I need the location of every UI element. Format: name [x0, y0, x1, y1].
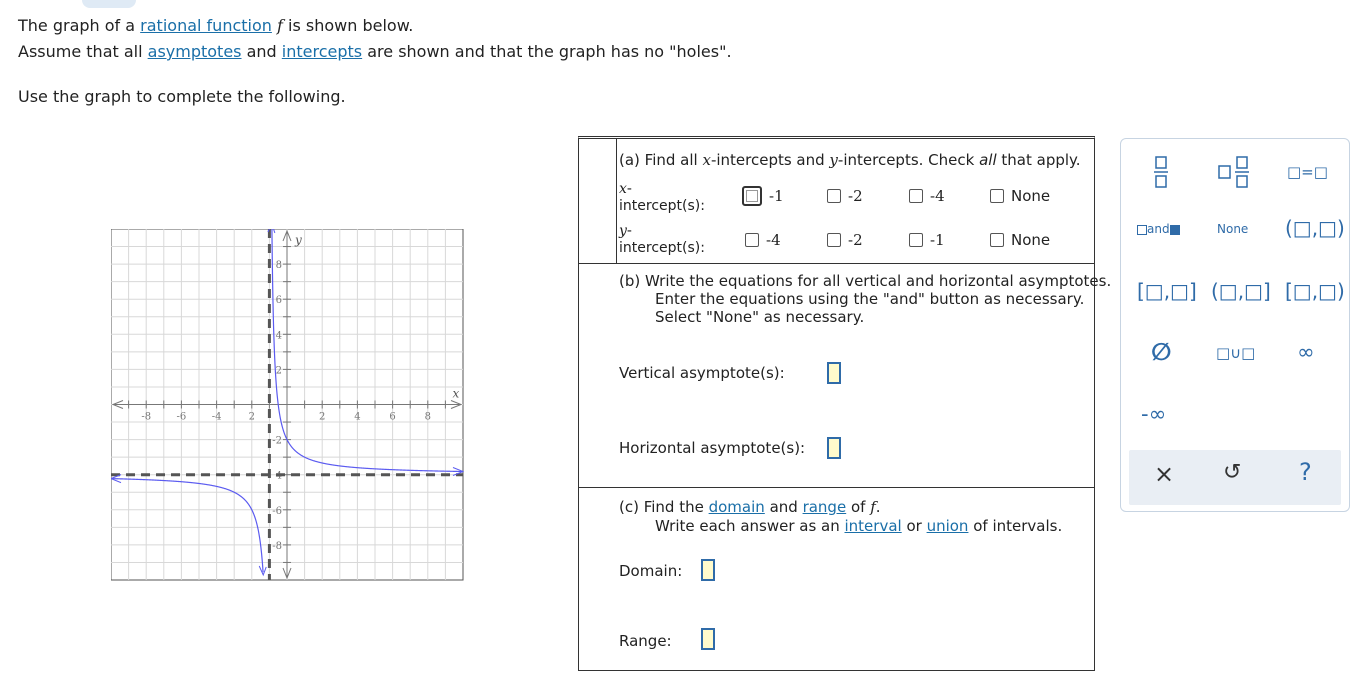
option-label: -2: [848, 187, 863, 205]
prompt-text: that apply.: [996, 151, 1081, 169]
x-tick-label: -6: [176, 411, 187, 423]
checkbox[interactable]: [990, 233, 1004, 247]
y-var: y: [619, 223, 627, 239]
negative-infinity-button[interactable]: -∞: [1141, 402, 1167, 426]
label-dash: -: [626, 223, 632, 239]
domain-label: Domain:: [619, 562, 683, 580]
and-label: and: [1147, 222, 1170, 236]
x-tick-label: 4: [354, 411, 361, 423]
union-button[interactable]: □∪□: [1216, 344, 1256, 362]
and-button[interactable]: [1137, 222, 1180, 236]
rational-function-graph: [111, 229, 464, 581]
y-tick-label: 4: [275, 470, 282, 482]
open-closed-interval-button[interactable]: (□,□]: [1211, 279, 1271, 303]
placeholder-box-icon: [1137, 225, 1147, 235]
domain-link[interactable]: domain: [708, 498, 765, 516]
prompt-indent: [619, 290, 1111, 308]
intro-text: is shown below.: [282, 16, 414, 35]
option-label: None: [1011, 187, 1051, 205]
part-c-section: [579, 487, 1094, 673]
intercepts-link[interactable]: intercepts: [281, 42, 363, 61]
range-label: Range:: [619, 632, 672, 650]
checkbox[interactable]: [742, 186, 762, 206]
placeholder-box-icon: [1170, 225, 1180, 235]
part-a-prompt: [619, 151, 1081, 169]
x-axis-label: x: [452, 386, 460, 401]
y-tick-label: -6: [272, 505, 282, 517]
x-intercept-label: [619, 181, 705, 215]
closed-open-interval-button[interactable]: [□,□): [1285, 279, 1345, 303]
x-var: x: [619, 181, 627, 197]
y-axis-label: y: [295, 233, 302, 247]
vertical-asymptote-label: Vertical asymptote(s):: [619, 364, 785, 382]
option-label: -1: [930, 231, 945, 249]
clear-icon[interactable]: ×: [1154, 460, 1175, 488]
label-word: intercept(s):: [619, 198, 705, 214]
x-tick-label: 2: [248, 411, 255, 423]
x-var: x: [702, 151, 711, 169]
intro-text: and: [241, 42, 282, 61]
y-tick-label: -8: [272, 540, 282, 552]
part-b-prompt: [619, 272, 1111, 326]
mixed-number-icon: [1217, 155, 1251, 189]
vertical-asymptote-input[interactable]: [827, 362, 841, 384]
section-divider: [616, 139, 617, 263]
intro-text: The graph of a: [18, 16, 141, 35]
y-tick-label: 8: [275, 260, 282, 272]
y-option-neg4[interactable]: [745, 231, 781, 249]
checkbox[interactable]: [990, 189, 1004, 203]
intro-line-3: Use the graph to complete the following.: [18, 87, 346, 106]
rational-function-link[interactable]: rational function: [140, 16, 272, 35]
function-var: f: [277, 16, 283, 35]
infinity-button[interactable]: ∞: [1297, 340, 1315, 364]
x-option-neg4[interactable]: [909, 187, 945, 205]
y-option-none[interactable]: [990, 231, 1050, 249]
option-label: -4: [766, 231, 781, 249]
x-tick-label: 2: [319, 411, 326, 423]
part-c-prompt: [619, 498, 1062, 536]
horizontal-asymptote-label: Horizontal asymptote(s):: [619, 439, 806, 457]
y-intercept-label: [619, 223, 705, 257]
open-open-interval-button[interactable]: (□,□): [1285, 216, 1345, 240]
checkbox[interactable]: [745, 233, 759, 247]
checkbox[interactable]: [909, 233, 923, 247]
prompt-text: Write each answer as an: [655, 517, 845, 535]
option-label: -2: [848, 231, 863, 249]
checkbox[interactable]: [909, 189, 923, 203]
mixed-number-button[interactable]: [1217, 155, 1251, 193]
none-button[interactable]: None: [1217, 222, 1249, 236]
prompt-text: (c) Find the: [619, 498, 709, 516]
y-option-neg2[interactable]: [827, 231, 863, 249]
intro-text: Assume that all: [18, 42, 148, 61]
y-tick-label: -2: [272, 435, 282, 447]
part-a-section: [579, 139, 1094, 263]
y-option-neg1[interactable]: [909, 231, 945, 249]
prompt-text: -intercepts. Check: [837, 151, 980, 169]
range-link[interactable]: range: [802, 498, 847, 516]
fraction-icon: [1153, 155, 1169, 189]
checkbox[interactable]: [827, 233, 841, 247]
asymptotes-link[interactable]: asymptotes: [147, 42, 242, 61]
intro-line-2: [18, 42, 732, 61]
x-option-neg2[interactable]: [827, 187, 863, 205]
x-tick-label: 6: [389, 411, 396, 423]
intro-line-1: [18, 16, 413, 35]
union-link[interactable]: union: [926, 517, 969, 535]
empty-set-button[interactable]: ∅: [1151, 338, 1172, 366]
prompt-text: -intercepts and: [710, 151, 830, 169]
interval-link[interactable]: interval: [844, 517, 902, 535]
range-input[interactable]: [701, 628, 715, 650]
prompt-emphasis: all: [979, 151, 997, 169]
checkbox[interactable]: [827, 189, 841, 203]
help-icon[interactable]: ?: [1299, 458, 1312, 486]
x-tick-label: 8: [424, 411, 431, 423]
prompt-line: Select "None" as necessary.: [655, 308, 865, 326]
question-panel: [578, 136, 1112, 671]
option-label: None: [1011, 231, 1051, 249]
label-dash: -: [626, 181, 632, 197]
y-var: y: [829, 151, 838, 169]
prompt-text: and: [764, 498, 803, 516]
top-tab-indicator: [82, 0, 136, 8]
option-label: -1: [769, 187, 784, 205]
undo-icon[interactable]: ↺: [1223, 460, 1242, 485]
fraction-button[interactable]: [1153, 155, 1169, 193]
prompt-line: [619, 498, 1062, 517]
option-label: -4: [930, 187, 945, 205]
y-tick-label: 6: [275, 295, 282, 307]
y-tick-label: 4: [275, 330, 282, 342]
equals-button[interactable]: □=□: [1287, 163, 1328, 181]
prompt-text: .: [875, 498, 881, 516]
prompt-text: (a) Find all: [619, 151, 703, 169]
math-palette: [1120, 138, 1350, 512]
horizontal-asymptote-input[interactable]: [827, 437, 841, 459]
closed-closed-interval-button[interactable]: [□,□]: [1137, 279, 1197, 303]
prompt-line: [619, 517, 1062, 536]
x-tick-label: -4: [211, 411, 222, 423]
prompt-line: Enter the equations using the "and" button as necessary.: [655, 290, 1085, 308]
prompt-text: of: [846, 498, 871, 516]
x-option-neg1[interactable]: [742, 186, 784, 206]
intro-text: are shown and that the graph has no "holes".: [362, 42, 732, 61]
x-option-none[interactable]: [990, 187, 1050, 205]
part-b-section: [579, 263, 1112, 487]
y-tick-label: 2: [275, 365, 282, 377]
palette-action-bar: [1129, 450, 1341, 505]
function-var: f: [870, 498, 876, 516]
prompt-indent: [619, 308, 1111, 326]
domain-input[interactable]: [701, 559, 715, 581]
prompt-line: (b) Write the equations for all vertical and horizontal asymptotes.: [619, 272, 1112, 290]
label-word: intercept(s):: [619, 240, 705, 256]
x-tick-label: -8: [141, 411, 152, 423]
prompt-text: or: [901, 517, 927, 535]
prompt-text: of intervals.: [968, 517, 1063, 535]
